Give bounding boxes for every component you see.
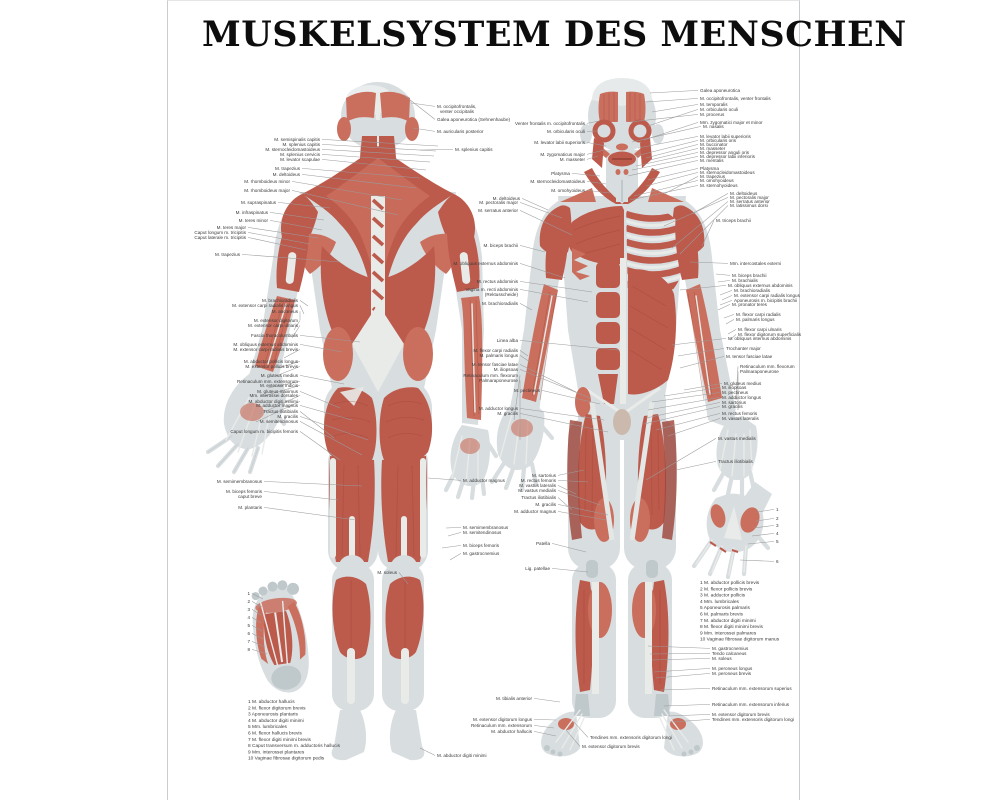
- muscle-label: M. levator scapulae: [280, 157, 320, 162]
- hand-legend-item: 8 M. flexor digiti minimi brevis: [700, 625, 763, 631]
- muscle-label: 2: [247, 599, 250, 604]
- muscle-label: M. gluteus medius: [260, 373, 298, 378]
- muscle-label: Tendo calcaneus: [712, 651, 747, 656]
- muscle-label: M. deltoideus: [272, 172, 300, 177]
- leader-line: [720, 290, 732, 295]
- muscle-label: 4: [247, 615, 250, 620]
- leader-line: [718, 280, 730, 282]
- muscle-label: M. extensor carpi radialis brevis: [233, 347, 298, 352]
- muscle-label: M. omohyoideus: [700, 178, 734, 183]
- muscle-label: M. sartorius: [722, 400, 746, 405]
- muscle-label: M. tibialis anterior: [496, 696, 532, 701]
- muscle-label: M. biceps brachii: [483, 243, 518, 248]
- muscle-label: M. flexor digitorum superficialis: [738, 332, 802, 337]
- foot-legend-item: 6 M. flexor hallucis brevis: [248, 731, 302, 737]
- muscle-label: 6: [776, 559, 779, 564]
- muscle-label: M. gluteus maximus: [257, 389, 298, 394]
- muscle-label: M. biceps femoris: [463, 543, 499, 548]
- muscle-label: Retinaculum mm. extensorum: [470, 723, 532, 728]
- muscle-label: Aponeurosis m. bicipitis brachii: [734, 298, 798, 303]
- muscle-label: 6: [247, 631, 250, 636]
- muscle-label: (Rektusscheide): [484, 292, 518, 297]
- muscle-label: M. mentalis: [700, 158, 724, 163]
- muscle-label: Tendines mm. extensoris digitorum longi: [590, 735, 672, 740]
- muscle-label: Tractus iliotibialis: [263, 409, 298, 414]
- muscle-label: M. extensor digitorum brevis: [712, 712, 770, 717]
- muscle-label: Mm. interossei dorsales: [249, 393, 298, 398]
- muscle-label: M. gracilis: [277, 414, 298, 419]
- leader-line: [420, 149, 453, 150]
- muscle-label: M. splenius cervicis: [280, 152, 320, 157]
- muscle-label: 7: [247, 639, 250, 644]
- foot-legend-item: 10 Vaginae fibrosae digitorum pedis: [248, 756, 325, 762]
- hand-legend-item: 1 M. abductor pollicis brevis: [700, 581, 760, 586]
- muscle-label: M. sartorius: [532, 473, 556, 478]
- muscle-label: M. rectus abdominis: [476, 279, 518, 284]
- muscle-label: M. adductor longus: [722, 395, 762, 400]
- muscle-label: M. orbicularis oculi: [546, 129, 585, 134]
- leader-line: [724, 314, 734, 318]
- leader-line: [676, 461, 716, 470]
- leader-line: [726, 319, 734, 324]
- muscle-label: Platysma: [700, 166, 719, 171]
- muscle-label: M. rhomboideus major: [244, 188, 290, 193]
- hand-legend-item: 3 M. adductor pollicis: [700, 593, 746, 599]
- muscle-label: M. palmaris longus: [479, 353, 518, 358]
- muscle-label: M. nasalis: [703, 124, 724, 129]
- leader-line: [300, 305, 304, 314]
- muscle-label: M. adductor magnus: [256, 403, 298, 408]
- leader-line: [628, 160, 698, 176]
- muscle-label: M. soleus: [712, 656, 732, 661]
- muscle-label: M. biceps femoris: [226, 489, 262, 494]
- leader-line: [442, 545, 461, 548]
- muscle-label: 3: [776, 523, 779, 528]
- muscle-label: M. anconeus: [271, 309, 298, 314]
- muscle-label: M. semitendinosus: [259, 419, 298, 424]
- leader-line: [668, 418, 720, 436]
- muscle-label: M. palmaris longus: [736, 317, 775, 322]
- muscle-label: M. teres major: [216, 225, 246, 230]
- muscle-label: M. occipitofrontalis, venter frontalis: [700, 96, 771, 101]
- muscle-label: Retinaculum mm. extensorum inferius: [712, 702, 790, 707]
- leader-line: [650, 90, 698, 93]
- muscle-label: M. obliquus internus abdominis: [728, 336, 792, 341]
- muscle-label: Lig. patellae: [525, 566, 550, 571]
- muscle-label: M. extensor pollicis brevis: [245, 364, 298, 369]
- muscle-label: M. pectineus: [722, 390, 749, 395]
- leader-line: [720, 300, 732, 305]
- muscle-label: M. pectoralis major: [479, 200, 518, 205]
- muscle-label: Retinaculum mm. flexorum: [740, 364, 795, 369]
- muscle-label: M. infraspinatus: [235, 210, 268, 215]
- leader-line: [728, 329, 736, 334]
- muscle-label: M. abductor digiti minimi: [437, 753, 487, 758]
- muscle-label: M. flexor carpi ulnaris: [738, 327, 782, 332]
- muscle-label: Patella: [535, 541, 550, 546]
- muscle-label: M. rhomboideus minor: [244, 179, 290, 184]
- muscle-label: M. extensor carpi radialis longus: [734, 293, 800, 298]
- hand-legend-item: 5 Aponeurosis palmaris: [700, 606, 750, 612]
- muscle-label: M. peroneus longus: [712, 666, 753, 671]
- muscle-label: M. trapezius: [214, 252, 240, 257]
- muscle-label: M. pronator teres: [732, 302, 767, 307]
- muscle-label: Palmaraponeurose: [479, 378, 518, 383]
- muscle-label: Venter frontalis m. occipitofrontalis: [515, 121, 585, 126]
- muscle-label: M. semitendinosus: [463, 530, 502, 535]
- muscle-label: Tractus iliotibialis: [718, 459, 753, 464]
- muscle-label: 5: [247, 623, 250, 628]
- muscle-label: 3: [247, 607, 250, 612]
- muscle-label: M. vastus medialis: [718, 436, 756, 441]
- muscle-label: M. occipitofrontalis,: [437, 104, 477, 109]
- muscle-label: M. tensor fasciae latae: [726, 354, 773, 359]
- muscle-label: M. tensor fasciae latae: [471, 362, 518, 367]
- leader-line: [534, 719, 556, 720]
- muscle-label: venter occipitalis: [440, 109, 474, 114]
- muscle-label: Vagina m. recti abdominis: [465, 287, 518, 292]
- muscle-label: M. extensor digitorum longus: [473, 717, 532, 722]
- muscle-label: M. biceps brachii: [732, 273, 767, 278]
- muscle-label: M. vastus lateralis: [722, 416, 759, 421]
- muscle-label: M. flexor carpi radialis: [473, 348, 518, 353]
- muscle-label: M. extensor carpi ulnaris: [247, 323, 298, 328]
- muscle-label: M. sternocleidomastoideus: [700, 170, 755, 175]
- muscle-label: Caput laterale m. tricipitis: [194, 235, 246, 240]
- muscle-label: M. trapezius: [274, 166, 300, 171]
- muscle-label: Galea aponeurotica (Sehnenhaube): [437, 117, 511, 122]
- muscle-label: M. rectus femoris: [520, 478, 556, 483]
- muscle-label: M. auricularis posterior: [437, 129, 484, 134]
- muscle-label: Trochanter major: [726, 346, 761, 351]
- muscle-label: M. vastus lateralis: [519, 483, 556, 488]
- muscle-label: M. flexor carpi radialis: [736, 312, 781, 317]
- muscle-label: M. obliquus externus abdominis: [233, 342, 298, 347]
- muscle-label: M. gracilis: [497, 411, 518, 416]
- hand-legend-item: 10 Vaginae fibrosae digitorum manus: [700, 637, 780, 643]
- muscle-label: M. rectus femoris: [722, 411, 758, 416]
- muscle-label: M. trapezius: [700, 174, 726, 179]
- hand-legend-item: 6 M. palmaris brevis: [700, 612, 743, 618]
- leader-line: [718, 304, 730, 310]
- muscle-label: M. vastus medialis: [518, 488, 556, 493]
- muscle-label: M. triceps brachii: [716, 218, 751, 223]
- muscle-label: M. plantaris: [238, 505, 262, 510]
- muscle-label: 2: [776, 516, 779, 521]
- muscle-label: M. pectineus: [513, 388, 540, 393]
- muscle-label: M. gastrocnemius: [463, 551, 500, 556]
- muscle-label: Tendines mm. extensoris digitorum longi: [712, 717, 794, 722]
- muscle-label: caput breve: [237, 494, 262, 499]
- muscle-label: M. masseter: [700, 146, 726, 151]
- leader-line: [450, 553, 461, 560]
- muscle-label: M. sternocleidomastoideus: [530, 179, 585, 184]
- muscle-label: M. deltoideus: [730, 191, 758, 196]
- muscle-label: M. semispinalis capitis: [274, 137, 320, 142]
- leader-line: [446, 527, 461, 528]
- muscle-label: M. gracilis: [722, 404, 743, 409]
- muscle-label: M. serratus anterior: [478, 208, 518, 213]
- muscle-label: M. obliquus externus abdominis: [453, 261, 518, 266]
- muscle-label: 8: [247, 647, 250, 652]
- muscle-label: M. temporalis: [700, 102, 728, 107]
- muscle-label: 1: [247, 591, 250, 596]
- muscle-label: M. soleus: [377, 570, 397, 575]
- muscle-label: M. gracilis: [535, 502, 556, 507]
- foot-legend-item: 8 Caput transversum m. adductoris hallucis: [248, 744, 340, 750]
- muscle-label: M. latissimus dorsi: [730, 203, 768, 208]
- muscle-label: M. levator labii superioris: [534, 140, 585, 145]
- muscle-label: M. depressor labii inferioris: [700, 154, 755, 159]
- muscle-label: M. semimembranosus: [216, 479, 262, 484]
- muscle-label: M. gastrocnemius: [712, 646, 749, 651]
- muscle-label: M. deltoideus: [492, 196, 520, 201]
- poster-title: MUSKELSYSTEM DES MENSCHEN: [202, 14, 907, 55]
- leader-line: [652, 104, 698, 112]
- muscle-label: Retinaculum mm. extensorum superius: [712, 686, 792, 691]
- leader-line: [722, 295, 732, 300]
- muscle-label: Mm. intercostales externi: [730, 261, 782, 266]
- muscle-label: M. iliopsoas: [493, 367, 518, 372]
- foot-legend-item: 4 M. abductor digiti minimi: [248, 718, 304, 724]
- muscle-label: M. semimembranosus: [463, 525, 509, 530]
- hand-legend-item: 7 M. abductor digiti minimi: [700, 618, 756, 624]
- muscle-label: Mm. zygomatici major et minor: [700, 120, 763, 125]
- foot-legend-item: 3 Aponeurosis plantaris: [248, 712, 298, 718]
- muscle-label: M. splenius capitis: [282, 142, 320, 147]
- muscle-label: Retinaculum mm. extensorum: [236, 379, 298, 384]
- muscle-label: M. abductor hallucis: [491, 729, 532, 734]
- muscle-label: M. gluteus medius: [724, 381, 762, 386]
- leader-line: [646, 144, 698, 158]
- muscle-label: Tractus iliotibialis: [521, 495, 556, 500]
- muscle-label: M. obliquus externus abdominis: [728, 283, 793, 288]
- foot-legend-item: 7 M. flexor digiti minimi brevis: [248, 737, 311, 743]
- muscle-label: M. orbicularis oris: [700, 138, 736, 143]
- muscle-label: M. splenius capitis: [455, 147, 493, 152]
- muscle-label: M. buccinator: [700, 142, 728, 147]
- leader-line: [264, 491, 338, 500]
- muscle-label: Platysma: [551, 171, 570, 176]
- muscle-label: M. brachioradialis: [734, 288, 770, 293]
- muscle-label: M. peroneus brevis: [712, 671, 752, 676]
- foot-legend-item: 1 M. abductor hallucis: [248, 700, 295, 705]
- palm-inset: [694, 482, 772, 577]
- muscle-label: M. pectoralis major: [730, 195, 769, 200]
- muscle-label: M. zygomaticus major: [540, 152, 585, 157]
- muscle-label: M. depressor anguli oris: [700, 150, 750, 155]
- foot-legend-item: 9 Mm. interossei plantares: [248, 750, 305, 756]
- muscle-label: Retinaculum mm. flexorum: [463, 373, 518, 378]
- muscle-label: Palmaraponeurose: [740, 369, 779, 374]
- leader-line: [300, 300, 308, 306]
- muscle-label: M. extensor digitorum brevis: [582, 744, 640, 749]
- muscle-label: M. procerus: [700, 112, 725, 117]
- muscle-label: M. sternohyoideus: [700, 183, 738, 188]
- muscle-label: 4: [776, 531, 779, 536]
- muscle-label: M. abductor pollicis longus: [243, 359, 298, 364]
- muscle-label: M. abductor digiti minimi: [248, 399, 298, 404]
- muscle-label: M. orbicularis oculi: [700, 107, 739, 112]
- muscle-label: M. adductor longus: [478, 406, 518, 411]
- hand-legend-item: 4 Mm. lumbricales: [700, 599, 739, 605]
- muscle-label: 1: [776, 507, 779, 512]
- muscle-label: M. sternocleidomastoideus: [265, 147, 320, 152]
- muscle-label: M. brachialis: [732, 278, 758, 283]
- muscle-label: M. brachioradialis: [482, 301, 518, 306]
- muscle-label: M. extensor digitorum: [253, 318, 298, 323]
- muscle-label: Galea aponeurotica: [700, 88, 741, 93]
- muscle-label: M. masseter: [559, 157, 585, 162]
- leader-line: [646, 98, 698, 102]
- muscle-label: M. omohyoideus: [551, 188, 585, 193]
- hand-legend-item: 9 Mm. interossei palmares: [700, 631, 757, 637]
- leader-line: [448, 532, 461, 536]
- muscle-label: M. serratus anterior: [730, 199, 770, 204]
- muscle-label: M. extensor indicis: [259, 383, 298, 388]
- foot-legend-item: 2 M. flexor digitorum brevis: [248, 706, 306, 712]
- hand-legend-item: 2 M. flexor pollicis brevis: [700, 587, 753, 593]
- muscle-label: Linea alba: [496, 338, 518, 343]
- muscle-label: 5: [776, 539, 779, 544]
- leader-line: [716, 274, 730, 275]
- muscle-label: M. levator labii superioris: [700, 134, 751, 139]
- foot-legend-item: 5 Mm. lumbricales: [248, 725, 287, 731]
- muscle-label: M. teres minor: [238, 218, 268, 223]
- muscle-label: Fascia thoracolumbalis: [251, 333, 298, 338]
- muscle-label: M. supraspinatus: [241, 200, 276, 205]
- leader-line: [534, 698, 560, 702]
- muscle-label: Caput longum m. tricipitis: [194, 230, 246, 235]
- muscle-label: M. iliopsoas: [722, 385, 747, 390]
- muscle-label: Caput longum m. bicipitis femoris: [230, 429, 298, 434]
- muscle-label: M. adductor magnus: [514, 509, 556, 514]
- muscle-label: M. adductor magnus: [463, 478, 505, 483]
- muscle-label: M. extensor carpi radialis longus: [232, 303, 298, 308]
- muscle-label: M. brachioradialis: [262, 298, 298, 303]
